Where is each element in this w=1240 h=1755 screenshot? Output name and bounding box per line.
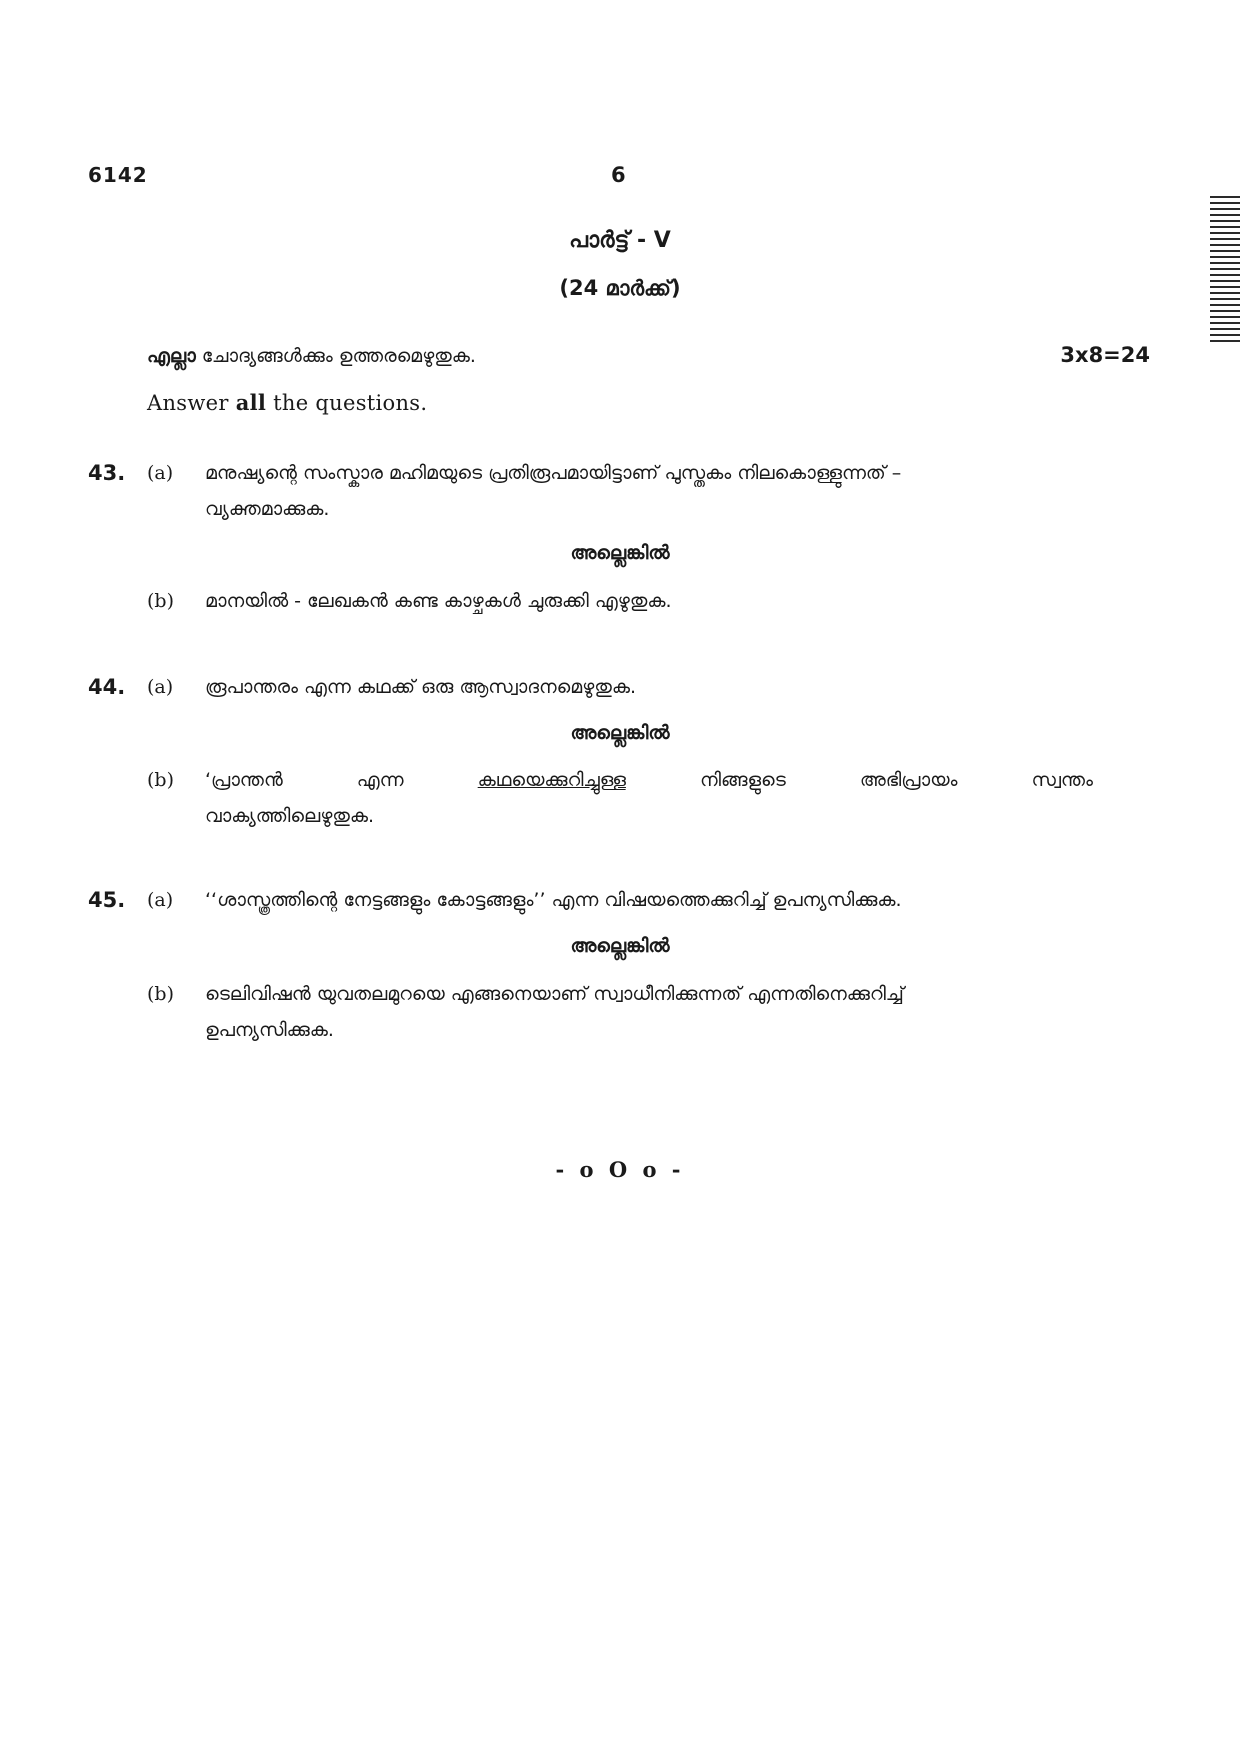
question-44b-text [205,762,1093,834]
instruction-english-post: the questions. [266,391,428,415]
question-44a-text [205,669,1093,705]
paper-code: 6142 [88,163,148,187]
end-of-paper-mark: - o O o - [555,1157,685,1182]
or-label-43: അല്ലെങ്കിൽ [570,542,670,564]
instruction-english-pre: Answer [147,391,236,415]
question-44b-word: ‘പ്രാന്തൻ [205,769,283,791]
option-label-43a: (a) [147,462,174,484]
part-title: പാർട്ട് - V [569,228,671,253]
page-number: 6 [611,163,626,187]
question-44b-word: അഭിപ്രായം [859,769,958,791]
or-label-45: അല്ലെങ്കിൽ [570,935,670,957]
marks-scheme: 3x8=24 [1060,343,1150,367]
option-label-44a: (a) [147,676,174,698]
instruction-english [147,390,427,415]
question-44b-word: സ്വന്തം [1031,769,1093,791]
question-44b-word: എന്ന [356,769,404,791]
question-43a-line1: മനുഷ്യന്റെ സംസ്കാര മഹിമയുടെ പ്രതിരൂപമായിട്ടാണ് പുസ്തകം നിലകൊള്ളുന്നത് – [205,462,902,484]
option-label-43b: (b) [147,590,174,612]
option-label-44b: (b) [147,769,174,791]
question-45b-line1: ടെലിവിഷൻ യുവതലമുറയെ എങ്ങനെയാണ് സ്വാധീനിക്കുന്നത് എന്നതിനെക്കുറിച്ച് [205,983,904,1005]
instruction-malayalam-bold: എല്ലാ [147,345,196,367]
question-43a-line2: വ്യക്തമാക്കുക. [205,498,330,520]
question-43b-line1: മാനയിൽ - ലേഖകൻ കണ്ട കാഴ്ചകൾ ചുരുക്കി എഴുതുക. [205,590,672,612]
question-44b-line2: വാക്യത്തിലെഴുതുക. [205,805,375,827]
question-44b-word: കഥയെക്കുറിച്ചുള്ള [477,769,626,791]
question-43a-text [205,455,1093,527]
question-44b-line1 [205,762,1093,798]
question-45a-line1: ‘‘ശാസ്ത്രത്തിന്റെ നേട്ടങ്ങളും കോട്ടങ്ങളും’’ എന്ന വിഷയത്തെക്കുറിച്ച് ഉപന്യസിക്കുക. [205,889,902,911]
question-number-44: 44. [88,675,126,699]
marks-title: (24 മാർക്ക്) [559,276,681,300]
instruction-malayalam-rest: ചോദ്യങ്ങൾക്കും ഉത്തരമെഴുതുക. [195,345,476,367]
question-43b-text [205,583,1093,619]
instruction-malayalam [147,345,476,367]
question-45b-line2: ഉപന്യസിക്കുക. [205,1019,334,1041]
question-number-45: 45. [88,888,126,912]
instruction-english-bold: all [235,390,267,415]
option-label-45a: (a) [147,889,174,911]
question-number-43: 43. [88,461,126,485]
question-45b-text [205,976,1093,1048]
question-44a-line1: രൂപാന്തരം എന്ന കഥക്ക് ഒരു ആസ്വാദനമെഴുതുക. [205,676,636,698]
barcode [1210,196,1240,342]
or-label-44: അല്ലെങ്കിൽ [570,722,670,744]
question-44b-word: നിങ്ങളുടെ [699,769,786,791]
question-45a-text [205,882,1093,918]
option-label-45b: (b) [147,983,174,1005]
